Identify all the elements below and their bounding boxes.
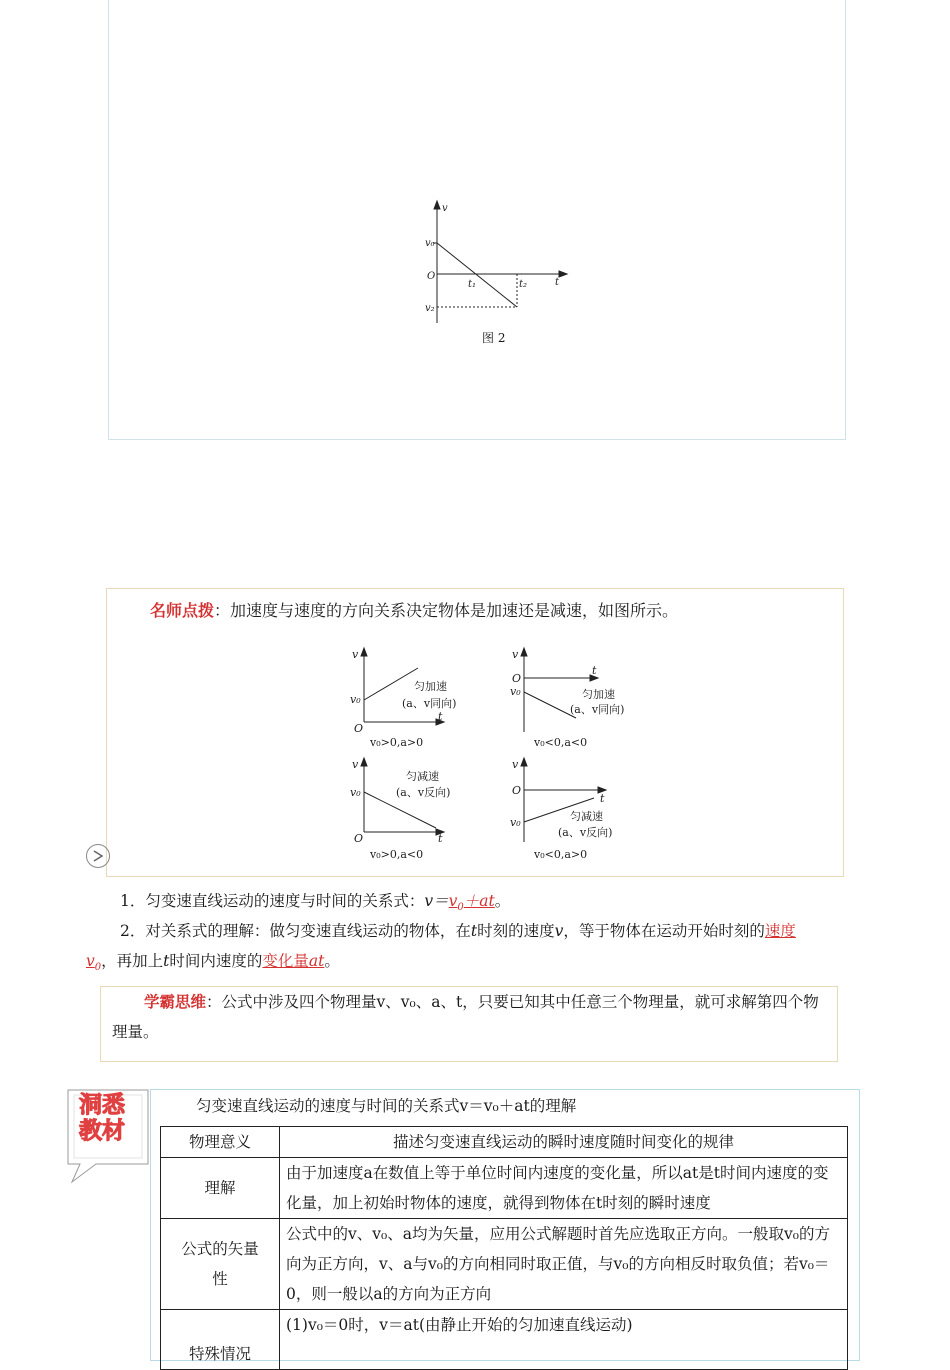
item-1-answer: $v_0+at$ bbox=[448, 892, 495, 914]
tip-colon: ： bbox=[214, 601, 231, 620]
table-row bbox=[161, 1158, 848, 1219]
item-2-line-1: 2．对关系式的理解：做匀变速直线运动的物体，在t时刻的速度v，等于物体在运动开始时刻的速度 bbox=[120, 922, 796, 940]
g2-desc2: (a、v同向) bbox=[570, 703, 625, 716]
fig-t1: t₁ bbox=[468, 279, 477, 290]
table-row bbox=[161, 1219, 848, 1310]
t-axis-arrow bbox=[559, 271, 567, 277]
g2-desc1: 匀加速 bbox=[582, 688, 615, 701]
row-head: 物理意义 bbox=[161, 1127, 280, 1158]
g3-desc1: 匀减速 bbox=[406, 770, 439, 783]
g4-cond: v₀<0,a>0 bbox=[534, 848, 588, 861]
think-text: 公式中涉及四个物理量v、v₀、a、t，只要已知其中任意三个物理量，就可求解第四个物理量。 bbox=[112, 993, 819, 1041]
g4-desc1: 匀减速 bbox=[570, 810, 603, 823]
fig-v2: v₂ bbox=[425, 303, 435, 314]
row-head: 特殊情况 bbox=[161, 1310, 280, 1370]
row-body: 描述匀变速直线运动的瞬时速度随时间变化的规律 bbox=[280, 1127, 848, 1158]
g1-desc2: (a、v同向) bbox=[402, 697, 457, 710]
table-title: 匀变速直线运动的速度与时间的关系式v＝v₀＋at的理解 bbox=[196, 1097, 577, 1115]
g1-v: v bbox=[352, 648, 359, 661]
g3-o: O bbox=[354, 832, 364, 845]
fig-axis-v: v bbox=[442, 203, 448, 214]
comprehension-table bbox=[160, 1126, 848, 1370]
badge-line-2: 教材 bbox=[79, 1118, 125, 1144]
row-body: 公式中的v、v₀、a均为矢量，应用公式解题时首先应选取正方向。一般取v₀的方向为正方向，v、a与v₀的方向相同时取正值，与v₀的方向相反时取负值；若v₀＝0，则一般以a的方向为正方向 bbox=[280, 1219, 848, 1310]
item-1-end: 。 bbox=[494, 892, 511, 910]
g3-v0: v₀ bbox=[350, 786, 361, 799]
item-1-text: 1．匀变速直线运动的速度与时间的关系式： bbox=[120, 892, 425, 910]
row-body: (1)v₀＝0时，v＝at(由静止开始的匀加速直线运动) bbox=[280, 1310, 848, 1370]
fig-origin: O bbox=[427, 271, 436, 282]
g3-t: t bbox=[438, 832, 443, 845]
row-head: 理解 bbox=[161, 1158, 280, 1219]
g4-desc2: (a、v反向) bbox=[558, 826, 613, 839]
g1-o: O bbox=[354, 722, 364, 735]
g1-cond: v₀>0,a>0 bbox=[370, 736, 424, 749]
item-2-answer-1: 速度 bbox=[764, 922, 796, 940]
g2-v: v bbox=[512, 648, 519, 661]
item-2-line-2: $v_0$，再加上t时间内速度的变化量at。 bbox=[86, 952, 340, 974]
g2-cond: v₀<0,a<0 bbox=[534, 736, 588, 749]
row-body: 由于加速度a在数值上等于单位时间内速度的变化量，所以at是t时间内速度的变化量，加上初始时物体的速度，就得到物体在t时刻的瞬时速度 bbox=[280, 1158, 848, 1219]
play-arrow-icon[interactable] bbox=[86, 844, 110, 868]
tip-text: 加速度与速度的方向关系决定物体是加速还是减速，如图所示。 bbox=[230, 601, 679, 620]
table-row bbox=[161, 1310, 848, 1370]
g2-t: t bbox=[592, 664, 597, 677]
g1-t: t bbox=[438, 710, 443, 723]
g1-desc1: 匀加速 bbox=[414, 680, 447, 693]
g3-desc2: (a、v反向) bbox=[396, 786, 451, 799]
g3-v: v bbox=[352, 758, 359, 771]
g4-t: t bbox=[600, 792, 605, 805]
g1-v0: v₀ bbox=[350, 693, 361, 706]
item-2-answer-1b: $v_0$ bbox=[86, 952, 102, 974]
badge-text bbox=[74, 1092, 130, 1144]
item-1-formula-lhs: v＝ bbox=[424, 892, 449, 910]
g3-cond: v₀>0,a<0 bbox=[370, 848, 424, 861]
table-row bbox=[161, 1127, 848, 1158]
tip-graphs bbox=[340, 640, 660, 870]
tip-heading bbox=[150, 598, 678, 621]
item-2-answer-2: 变化量at bbox=[262, 952, 325, 970]
g2-v0: v₀ bbox=[510, 685, 521, 698]
g2-o: O bbox=[512, 672, 522, 685]
think-content: 学霸思维：公式中涉及四个物理量v、v₀、a、t，只要已知其中任意三个物理量，就可求解第四个物理量。 bbox=[112, 993, 819, 1041]
tip-label: 名师点拨 bbox=[150, 601, 215, 620]
g4-v0: v₀ bbox=[510, 816, 521, 829]
fig-v0: v₀ bbox=[425, 238, 435, 249]
g4-v: v bbox=[512, 758, 519, 771]
figure-caption: 图 2 bbox=[482, 331, 506, 345]
row-head: 公式的矢量性 bbox=[161, 1219, 280, 1310]
velocity-line bbox=[437, 243, 517, 307]
fig-axis-t: t bbox=[555, 277, 560, 288]
figure-2-vt-graph bbox=[415, 195, 585, 325]
g4-o: O bbox=[512, 784, 522, 797]
think-label: 学霸思维 bbox=[144, 993, 207, 1011]
v-axis-arrow bbox=[434, 201, 440, 209]
badge-line-1: 洞悉 bbox=[79, 1092, 125, 1118]
fig-t2: t₂ bbox=[519, 279, 528, 290]
